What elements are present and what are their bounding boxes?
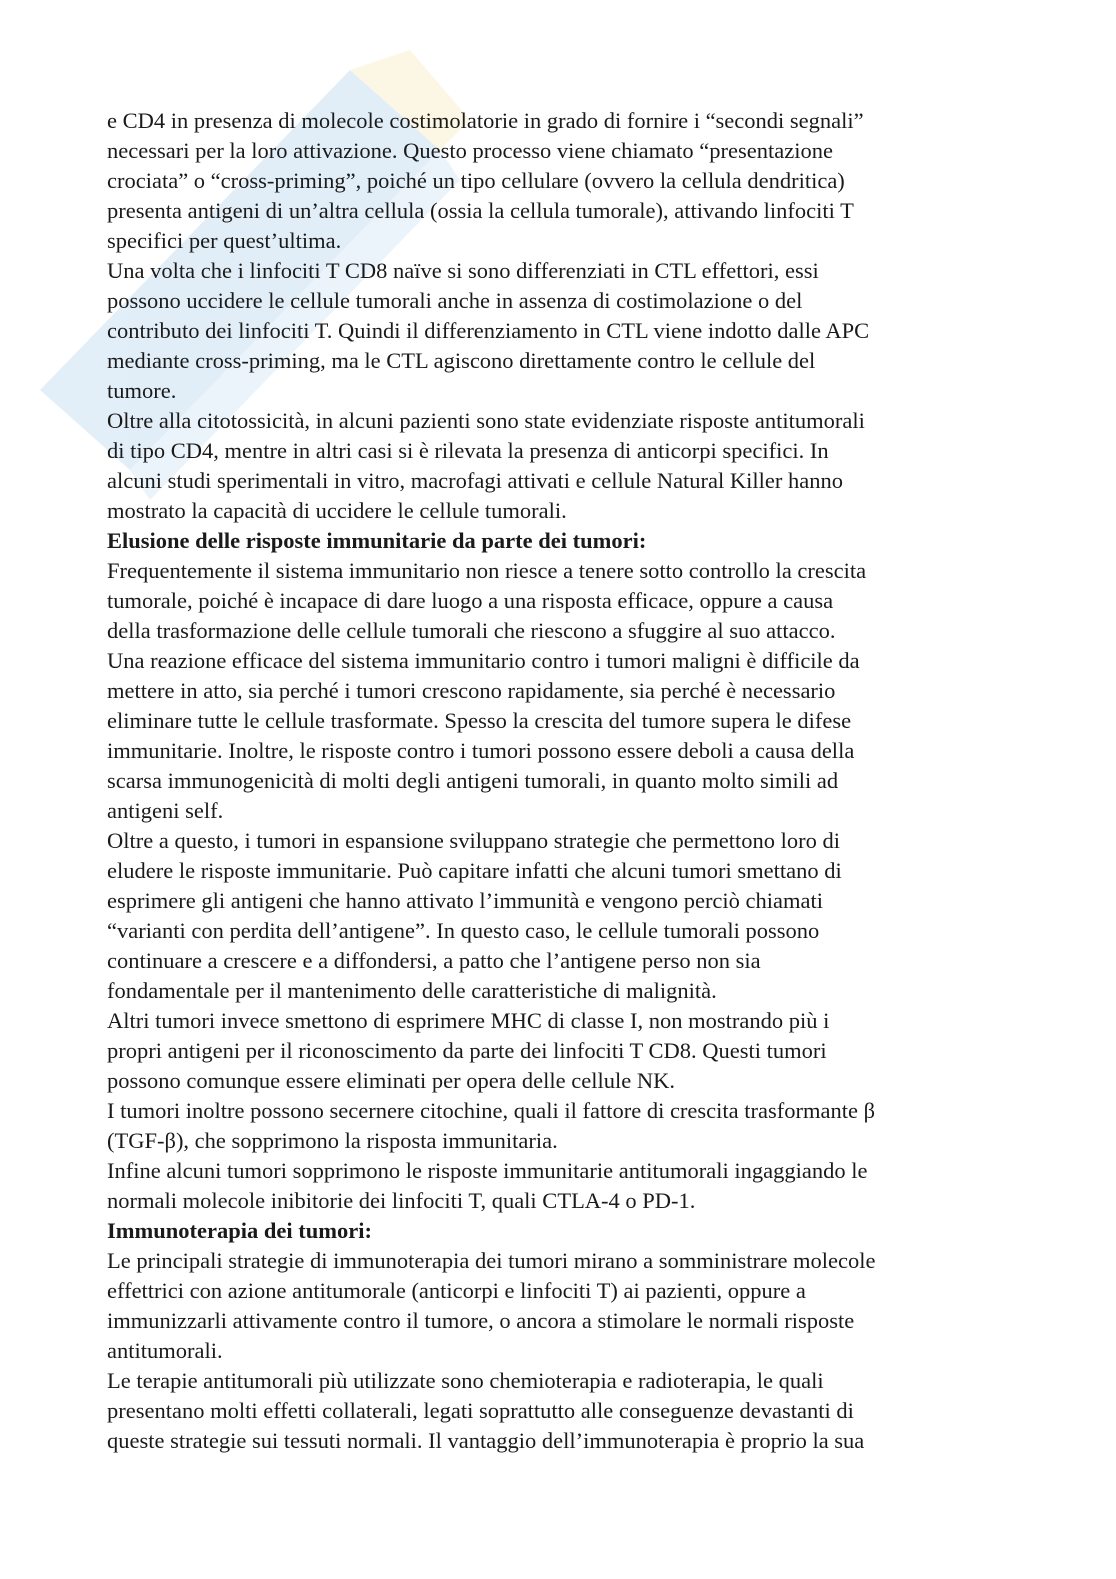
- text-line: antitumorali.: [107, 1338, 223, 1363]
- text-line: mediante cross-priming, ma le CTL agiscono direttamente contro le cellule del: [107, 348, 816, 373]
- text-line: Oltre a questo, i tumori in espansione sviluppano strategie che permettono loro di: [107, 828, 840, 853]
- text-line: fondamentale per il mantenimento delle caratteristiche di malignità.: [107, 978, 717, 1003]
- text-line: mostrato la capacità di uccidere le cellule tumorali.: [107, 498, 567, 523]
- text-line: scarsa immunogenicità di molti degli antigeni tumorali, in quanto molto simili ad: [107, 768, 839, 793]
- text-line: possono comunque essere eliminati per opera delle cellule NK.: [107, 1068, 675, 1093]
- text-line: necessari per la loro attivazione. Questo processo viene chiamato “presentazione: [107, 138, 833, 163]
- text-line: antigeni self.: [107, 798, 224, 823]
- text-line: possono uccidere le cellule tumorali anche in assenza di costimolazione o del: [107, 288, 803, 313]
- paragraph: [107, 106, 1007, 256]
- paragraph: [107, 1366, 1007, 1456]
- text-line: alcuni studi sperimentali in vitro, macrofagi attivati e cellule Natural Killer hanno: [107, 468, 844, 493]
- text-line: Frequentemente il sistema immunitario non riesce a tenere sotto controllo la crescita: [107, 558, 867, 583]
- paragraph: [107, 406, 1007, 526]
- text-line: queste strategie sui tessuti normali. Il vantaggio dell’immunoterapia è proprio la sua: [107, 1428, 865, 1453]
- text-line: propri antigeni per il riconoscimento da parte dei linfociti T CD8. Questi tumori: [107, 1038, 827, 1063]
- text-line: Una reazione efficace del sistema immunitario contro i tumori maligni è difficile da: [107, 648, 860, 673]
- paragraph: [107, 1246, 1007, 1366]
- text-line: eliminare tutte le cellule trasformate. Spesso la crescita del tumore supera le difese: [107, 708, 852, 733]
- text-line: specifici per quest’ultima.: [107, 228, 342, 253]
- text-line: immunizzarli attivamente contro il tumore, o ancora a stimolare le normali risposte: [107, 1308, 855, 1333]
- paragraph: [107, 646, 1007, 826]
- paragraph: [107, 826, 1007, 1006]
- text-line: contributo dei linfociti T. Quindi il differenziamento in CTL viene indotto dalle APC: [107, 318, 870, 343]
- text-line: Le principali strategie di immunoterapia dei tumori mirano a somministrare molecole: [107, 1248, 876, 1273]
- text-line: I tumori inoltre possono secernere citochine, quali il fattore di crescita trasformante β: [107, 1098, 876, 1123]
- paragraph: [107, 1096, 1007, 1156]
- text-line: tumore.: [107, 378, 177, 403]
- text-line: Altri tumori invece smettono di esprimere MHC di classe I, non mostrando più i: [107, 1008, 830, 1033]
- text-line: continuare a crescere e a diffondersi, a patto che l’antigene perso non sia: [107, 948, 761, 973]
- text-line: e CD4 in presenza di molecole costimolatorie in grado di fornire i “secondi segnali”: [107, 108, 864, 133]
- section-heading: Elusione delle risposte immunitarie da parte dei tumori:: [107, 528, 647, 553]
- text-line: tumorale, poiché è incapace di dare luogo a una risposta efficace, oppure a causa: [107, 588, 834, 613]
- text-line: (TGF-β), che sopprimono la risposta immunitaria.: [107, 1128, 558, 1153]
- document-body: [107, 106, 1007, 1456]
- text-line: Una volta che i linfociti T CD8 naïve si sono differenziati in CTL effettori, essi: [107, 258, 819, 283]
- paragraph: [107, 1006, 1007, 1096]
- paragraph: [107, 556, 1007, 646]
- text-line: Infine alcuni tumori sopprimono le risposte immunitarie antitumorali ingaggiando le: [107, 1158, 868, 1183]
- text-line: di tipo CD4, mentre in altri casi si è rilevata la presenza di anticorpi specifici. In: [107, 438, 829, 463]
- text-line: normali molecole inibitorie dei linfociti T, quali CTLA-4 o PD-1.: [107, 1188, 696, 1213]
- text-line: effettrici con azione antitumorale (anticorpi e linfociti T) ai pazienti, oppure a: [107, 1278, 806, 1303]
- text-line: esprimere gli antigeni che hanno attivato l’immunità e vengono perciò chiamati: [107, 888, 824, 913]
- text-line: immunitarie. Inoltre, le risposte contro i tumori possono essere deboli a causa della: [107, 738, 855, 763]
- text-line: crociata” o “cross-priming”, poiché un tipo cellulare (ovvero la cellula dendritica): [107, 168, 845, 193]
- text-line: mettere in atto, sia perché i tumori crescono rapidamente, sia perché è necessario: [107, 678, 836, 703]
- text-line: “varianti con perdita dell’antigene”. In questo caso, le cellule tumorali possono: [107, 918, 820, 943]
- paragraph: [107, 256, 1007, 406]
- text-line: Oltre alla citotossicità, in alcuni pazienti sono state evidenziate risposte antitumorali: [107, 408, 865, 433]
- text-line: della trasformazione delle cellule tumorali che riescono a sfuggire al suo attacco.: [107, 618, 836, 643]
- paragraph: [107, 1156, 1007, 1216]
- section-heading: Immunoterapia dei tumori:: [107, 1218, 372, 1243]
- text-line: eludere le risposte immunitarie. Può capitare infatti che alcuni tumori smettano di: [107, 858, 842, 883]
- text-line: presenta antigeni di un’altra cellula (ossia la cellula tumorale), attivando linfociti T: [107, 198, 854, 223]
- text-line: Le terapie antitumorali più utilizzate sono chemioterapia e radioterapia, le quali: [107, 1368, 824, 1393]
- text-line: presentano molti effetti collaterali, legati soprattutto alle conseguenze devastanti di: [107, 1398, 854, 1423]
